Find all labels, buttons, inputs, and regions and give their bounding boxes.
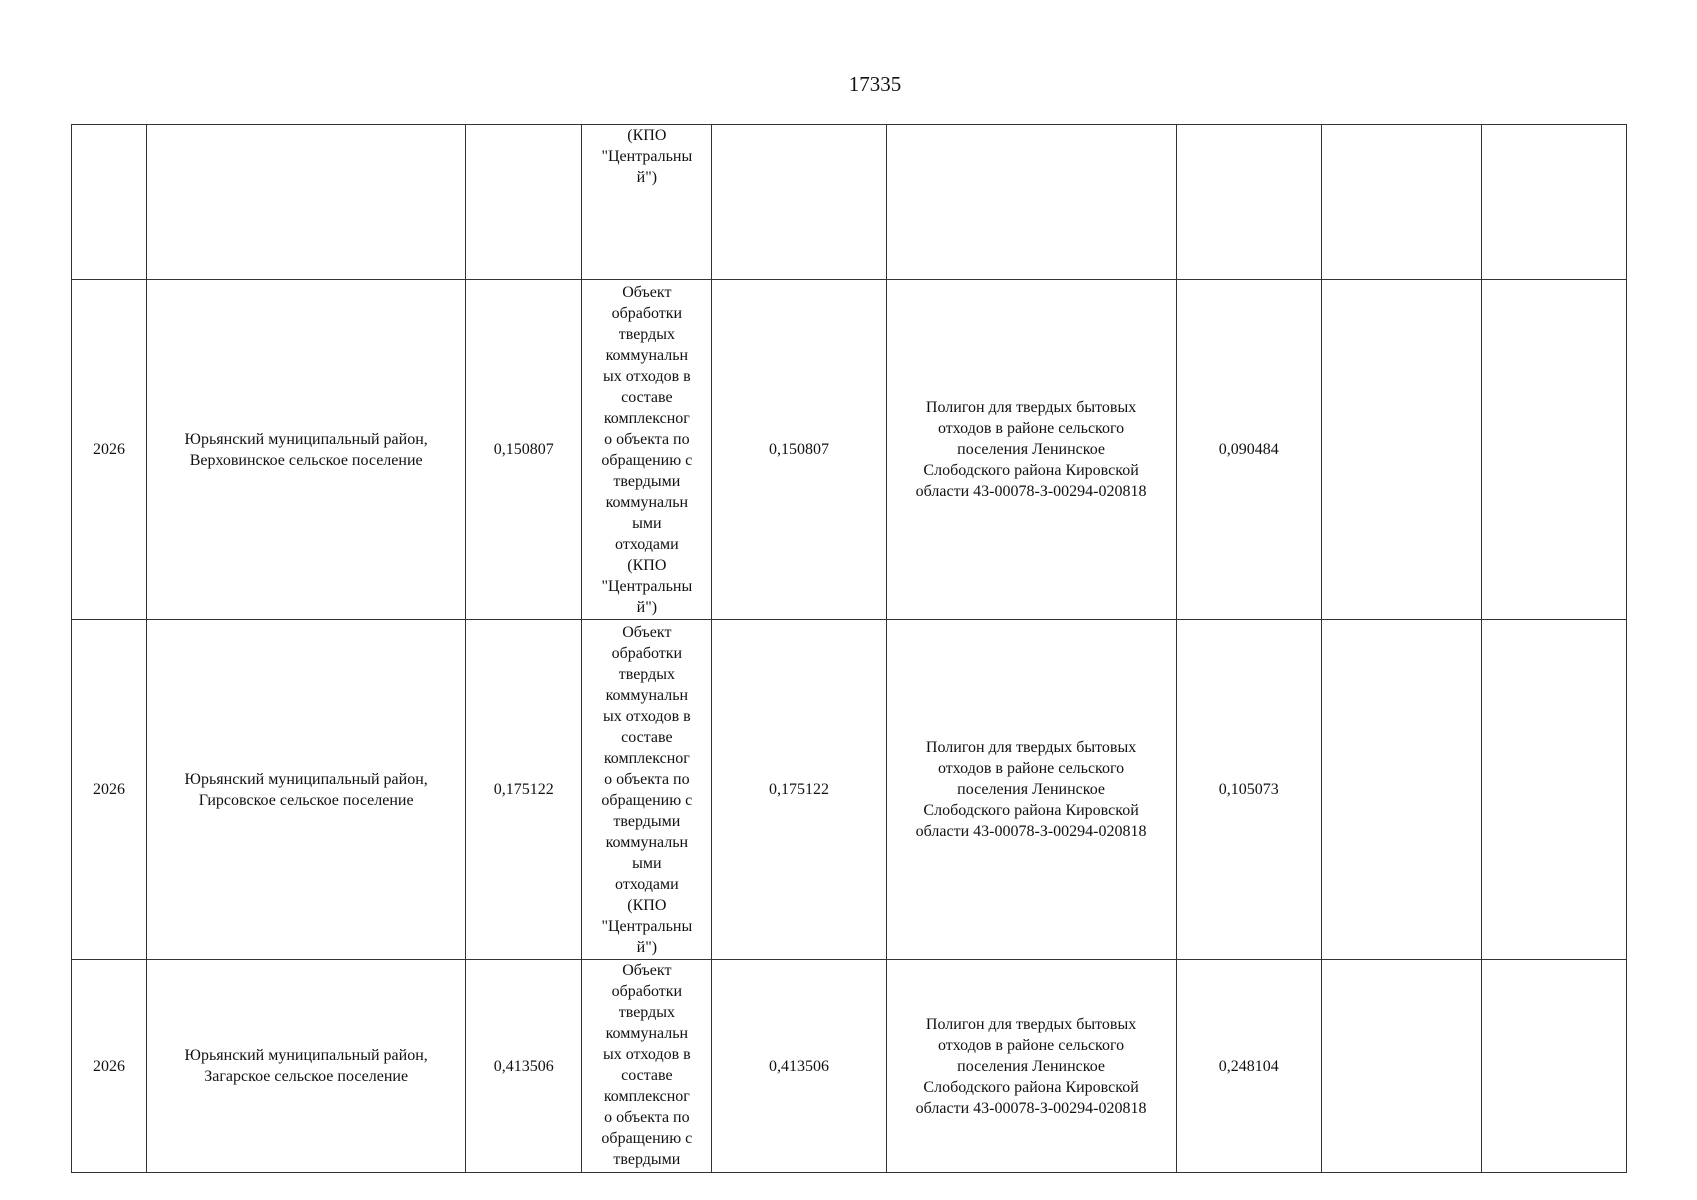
mass-disposed-cell: 0,090484 bbox=[1176, 280, 1321, 620]
landfill-cell: Полигон для твердых бытовых отходов в районе сельского поселения Ленинское Слободского района Кировской области 43-00078-З-00294-020818 bbox=[886, 620, 1176, 960]
mass-generated-cell bbox=[466, 125, 582, 280]
territory-cell: Юрьянский муниципальный район, Загарское сельское поселение bbox=[147, 960, 466, 1173]
mass-processed-cell bbox=[712, 125, 886, 280]
mass-processed-cell: 0,413506 bbox=[712, 960, 886, 1173]
processing-object-cell: Объект обработки твердых коммунальн ых отходов в составе комплексног о объекта по обращению с твердыми bbox=[582, 960, 712, 1173]
table-row bbox=[72, 280, 1627, 620]
territory-cell bbox=[147, 125, 466, 280]
mass-generated-cell: 0,175122 bbox=[466, 620, 582, 960]
mass-processed-cell: 0,150807 bbox=[712, 280, 886, 620]
territory-cell: Юрьянский муниципальный район, Гирсовское сельское поселение bbox=[147, 620, 466, 960]
processing-object-cell: Объект обработки твердых коммунальн ых отходов в составе комплексног о объекта по обращению с твердыми коммунальн ыми отходами (КПО "Центральны й") bbox=[582, 280, 712, 620]
empty-cell bbox=[1481, 620, 1626, 960]
landfill-cell: Полигон для твердых бытовых отходов в районе сельского поселения Ленинское Слободского района Кировской области 43-00078-З-00294-020818 bbox=[886, 280, 1176, 620]
waste-flow-table bbox=[71, 124, 1627, 1173]
landfill-cell: Полигон для твердых бытовых отходов в районе сельского поселения Ленинское Слободского района Кировской области 43-00078-З-00294-020818 bbox=[886, 960, 1176, 1173]
table-row bbox=[72, 125, 1627, 280]
territory-cell: Юрьянский муниципальный район, Верховинское сельское поселение bbox=[147, 280, 466, 620]
page-number: 17335 bbox=[848, 72, 902, 96]
empty-cell bbox=[1481, 125, 1626, 280]
mass-processed-cell: 0,175122 bbox=[712, 620, 886, 960]
empty-cell bbox=[1481, 960, 1626, 1173]
table-row bbox=[72, 620, 1627, 960]
table-row bbox=[72, 960, 1627, 1173]
empty-cell bbox=[1321, 280, 1481, 620]
processing-object-cell: Объект обработки твердых коммунальн ых отходов в составе комплексног о объекта по обращению с твердыми коммунальн ыми отходами (КПО "Центральны й") bbox=[582, 620, 712, 960]
year-cell: 2026 bbox=[72, 620, 147, 960]
empty-cell bbox=[1481, 280, 1626, 620]
mass-generated-cell: 0,150807 bbox=[466, 280, 582, 620]
mass-disposed-cell bbox=[1176, 125, 1321, 280]
year-cell: 2026 bbox=[72, 960, 147, 1173]
year-cell bbox=[72, 125, 147, 280]
mass-disposed-cell: 0,105073 bbox=[1176, 620, 1321, 960]
mass-generated-cell: 0,413506 bbox=[466, 960, 582, 1173]
landfill-cell bbox=[886, 125, 1176, 280]
empty-cell bbox=[1321, 620, 1481, 960]
mass-disposed-cell: 0,248104 bbox=[1176, 960, 1321, 1173]
empty-cell bbox=[1321, 960, 1481, 1173]
year-cell: 2026 bbox=[72, 280, 147, 620]
processing-object-cell: (КПО "Центральны й") bbox=[582, 125, 712, 280]
empty-cell bbox=[1321, 125, 1481, 280]
